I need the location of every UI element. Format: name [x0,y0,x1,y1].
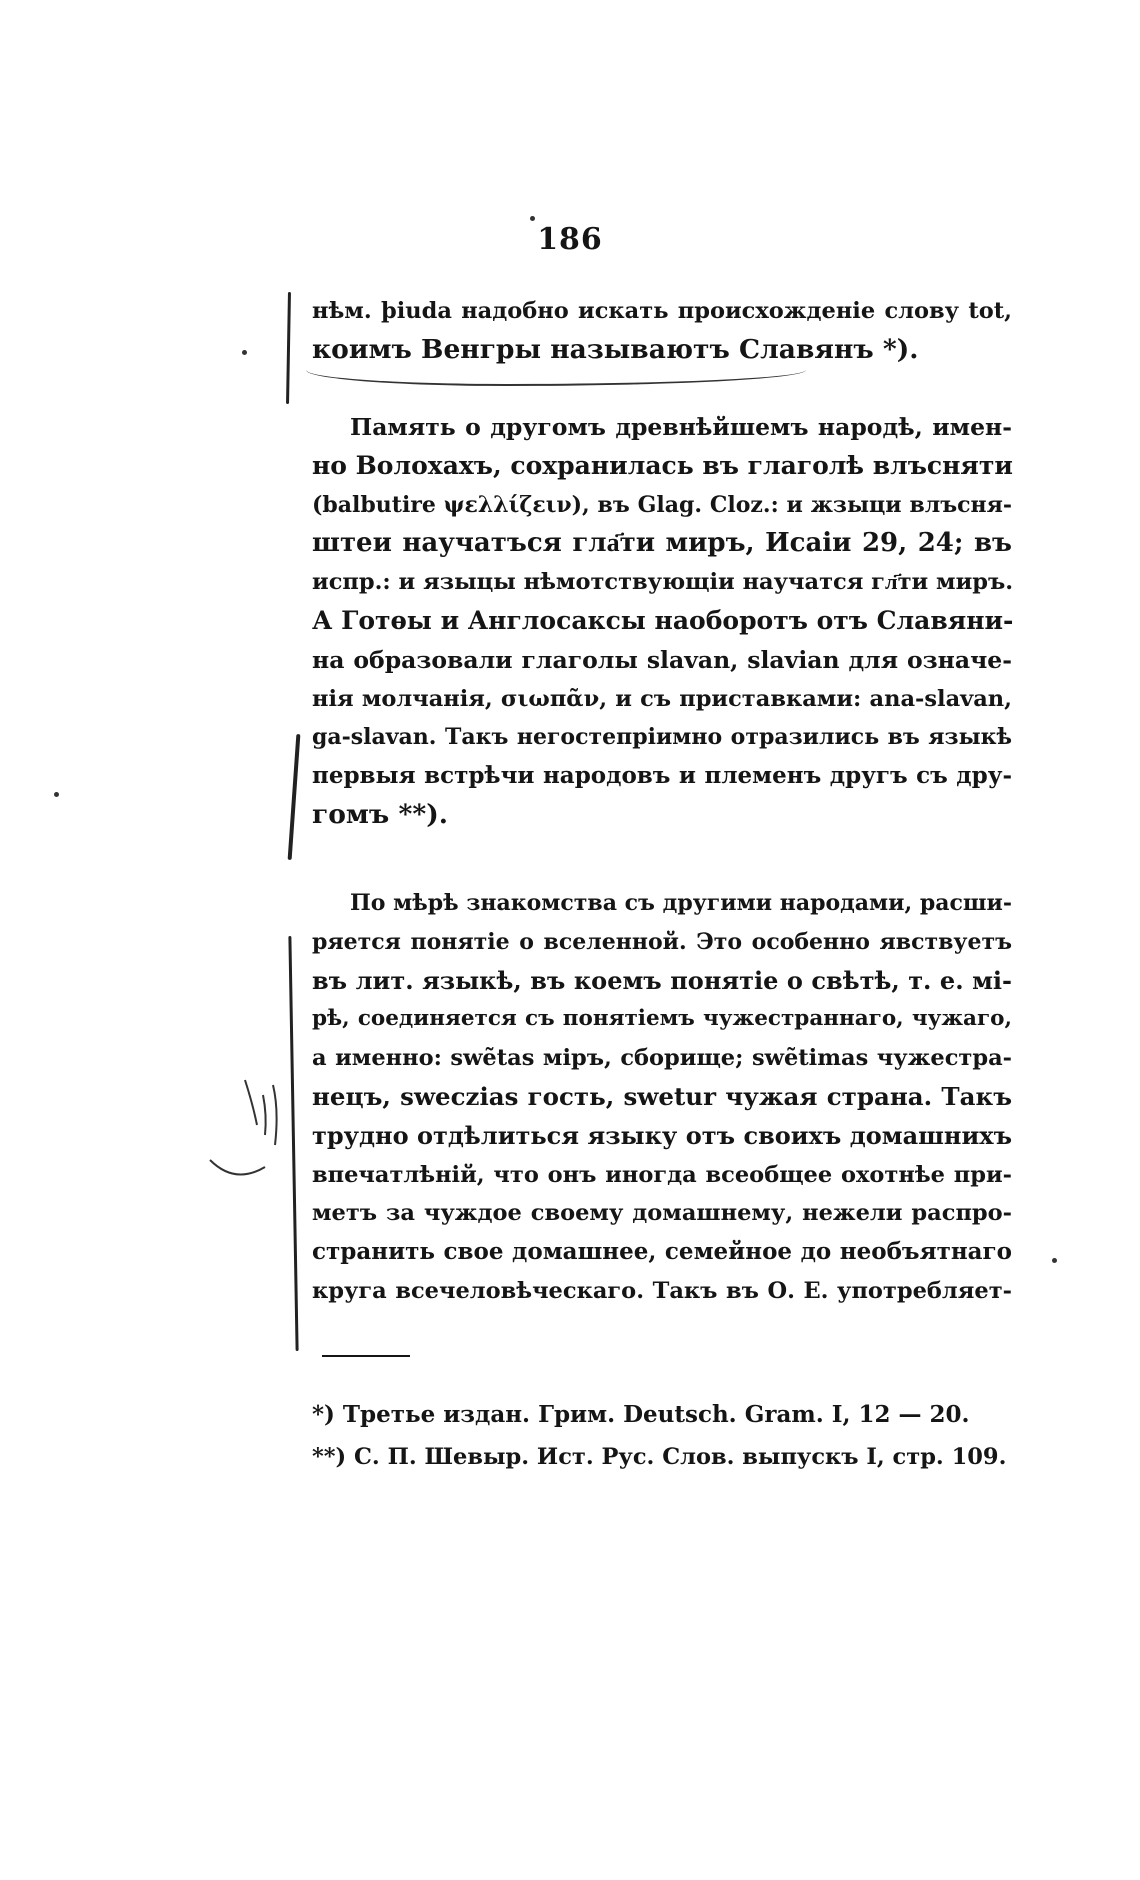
paragraph [312,408,1012,835]
page-number: 186 [537,222,603,257]
text-line: метъ за чуждое своему домашнему, нежели распро- [312,1200,1012,1227]
text-line: (balbutire ψελλίζειν), въ Glag. Cloz.: и жзыци влъсня- [312,491,1012,518]
text-line: круга всечеловѣческаго. Такъ въ О. Е. употребляет- [312,1277,1012,1304]
text-line: но Волохахъ, сохранилась въ глаголѣ влъсняти [312,450,1013,480]
ink-speck [242,350,247,355]
text-line: а именно: swẽtas міръ, сборище; swẽtimas чужестра- [312,1045,1012,1072]
text-line: впечатлѣній, что онъ иногда всеобщее охотнѣе при- [312,1161,1012,1188]
text-line: испр.: и языцы нѣмотствующіи научатся гл҃ти миръ. [312,569,1014,596]
paragraph [312,884,1012,1311]
margin-bracket-mark [288,734,300,860]
ink-speck [530,216,535,221]
text-line: коимъ Венгры называютъ Славянъ *). [312,333,919,365]
text-line: трудно отдѣлиться языку отъ своихъ домашнихъ [312,1120,1012,1150]
text-line: Память о другомъ древнѣйшемъ народѣ, имен- [350,413,1012,441]
margin-bracket-mark [286,292,291,404]
margin-scribble-mark [205,1075,295,1185]
text-line: штеи научатъся гла҃ти миръ, Исаіи 29, 24; въ [312,528,1012,559]
text-line: первыя встрѣчи народовъ и племенъ другъ съ дру- [312,762,1012,790]
text-line: гомъ **). [312,798,448,830]
text-line: въ лит. языкѣ, въ коемъ понятіе о свѣтѣ, т. е. мі- [312,965,1012,995]
text-line: странить свое домашнее, семейное до необъятнаго [312,1238,1012,1266]
text-line: ряется понятіе о вселенной. Это особенно явствуетъ [312,928,1012,955]
footnote-divider [322,1355,410,1357]
text-line: нія молчанія, σιωπᾶν, и съ приставками: ana-slavan, [312,685,1012,712]
footnote: **) С. П. Шевыр. Ист. Рус. Слов. выпускъ I, стр. 109. [312,1444,1007,1470]
ink-speck [54,792,59,797]
text-line: нѣм. þiuda надобно искать происхожденіе слову tot, [312,298,1012,324]
paragraph [312,292,1012,370]
footnotes [312,1393,1012,1479]
text-line: А Готѳы и Англосаксы наоборотъ отъ Славяни- [312,605,1014,635]
ink-speck [1052,1258,1057,1263]
underline-mark [306,370,806,386]
text-line: ga-slavan. Такъ негостепріимно отразились въ языкѣ [312,724,1012,751]
footnote: *) Третье издан. Грим. Deutsch. Gram. I, 12 — 20. [312,1401,970,1428]
text-line: на образовали глаголы slavan, slavian для означе- [312,645,1012,674]
text-line: По мѣрѣ знакомства съ другими народами, расши- [350,890,1012,916]
text-line: нецъ, sweczias гость, swetur чужая страна. Такъ [312,1081,1012,1111]
text-line: рѣ, соединяется съ понятіемъ чужестраннаго, чужаго, [312,1006,1012,1032]
